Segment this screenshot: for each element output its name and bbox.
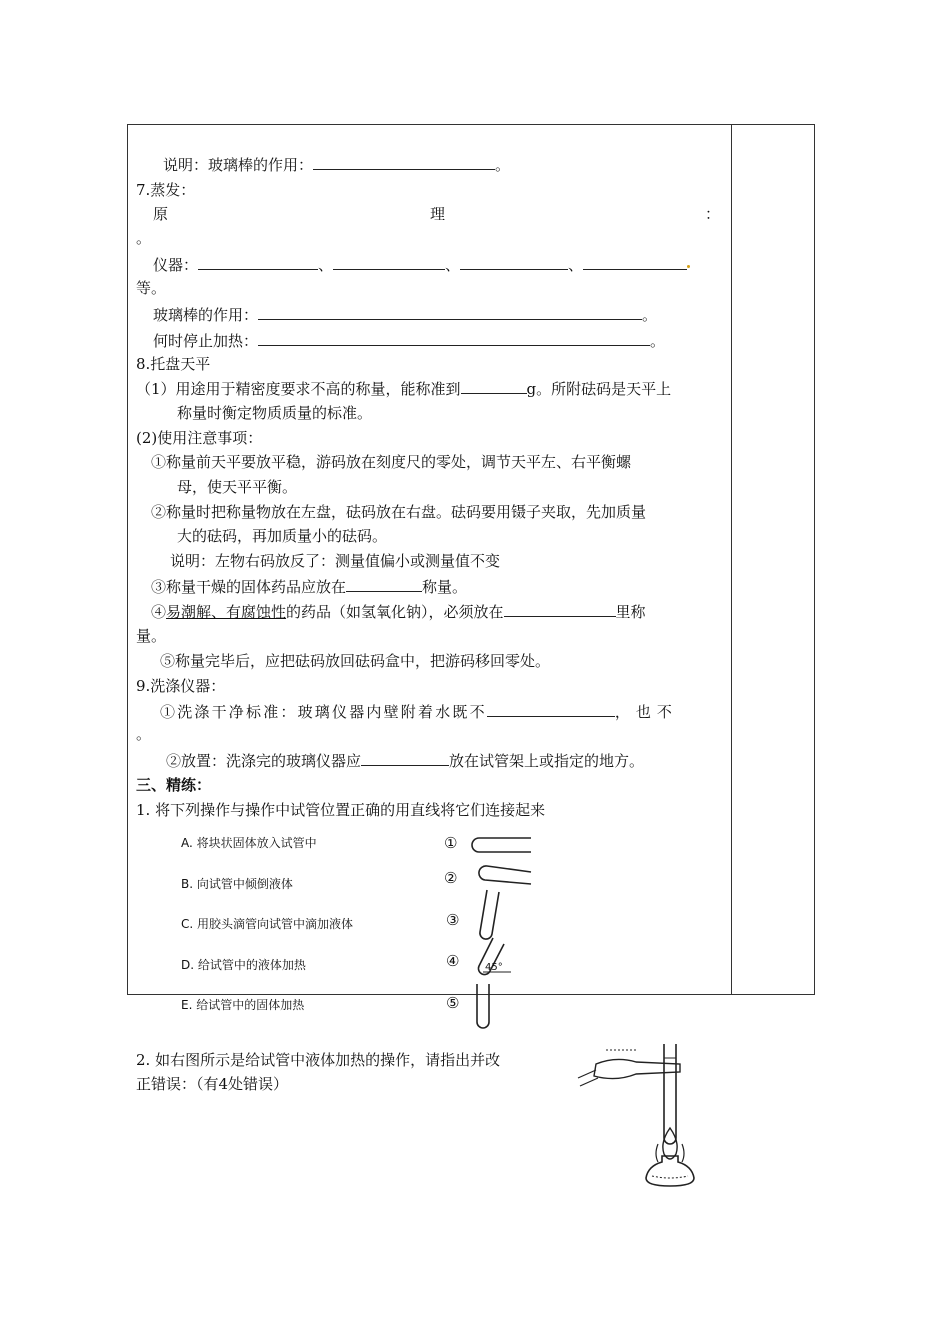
note-glass-rod: 说明：玻璃棒的作用： 。 <box>163 156 511 174</box>
stray-dot <box>687 265 690 268</box>
question-1: 1. 将下列操作与操作中试管位置正确的用直线将它们连接起来 <box>136 801 546 819</box>
op-e: E. 给试管中的固体加热 <box>181 998 305 1012</box>
blank[interactable] <box>313 154 495 170</box>
blank[interactable] <box>258 330 650 346</box>
note3: ③称量干燥的固体药品应放在 称量。 <box>151 578 468 596</box>
stop-heating: 何时停止加热： 。 <box>153 332 666 350</box>
exercise-title: 三、精练： <box>136 776 212 794</box>
note5: ⑤称量完毕后，应把砝码放回砝码盒中，把游码移回零处。 <box>160 652 551 670</box>
blank[interactable] <box>258 304 642 320</box>
note4-cont: 量。 <box>136 627 167 645</box>
question-2: 2. 如右图所示是给试管中液体加热的操作，请指出并改 <box>136 1051 501 1069</box>
blank[interactable] <box>460 254 568 270</box>
notes-title: (2)使用注意事项： <box>136 429 263 447</box>
blank[interactable] <box>487 701 615 717</box>
principle-colon: ： <box>705 205 721 223</box>
note1-cont: 母，使天平平衡。 <box>177 478 298 496</box>
principle-end: 。 <box>136 229 152 247</box>
note2: ②称量时把称量物放在左盘，砝码放在右盘。砝码要用镊子夹取，先加质量 <box>151 503 647 521</box>
heating-apparatus-illustration <box>576 1038 706 1188</box>
principle-c1: 原 <box>153 205 169 223</box>
table-column-divider <box>731 124 732 995</box>
pos-5: ⑤ <box>446 994 460 1012</box>
pos-2: ② <box>444 869 458 887</box>
angle-label: 45° <box>485 962 503 973</box>
instruments-line: 仪器： 、 、 、 <box>153 254 690 275</box>
op-d: D. 给试管中的液体加热 <box>181 958 306 972</box>
evaporation-title: 7.蒸发： <box>136 181 196 199</box>
tube-tilted-mouth <box>479 866 531 884</box>
blank[interactable] <box>346 576 422 592</box>
balance-use: （1）用途用于精密度要求不高的称量，能称准到 g。所附砝码是天平上 <box>136 380 672 398</box>
wash-title: 9.洗涤仪器： <box>136 677 226 695</box>
op-a: A. 将块状固体放入试管中 <box>181 836 317 850</box>
wash2: ②放置：洗涤完的玻璃仪器应 放在试管架上或指定的地方。 <box>166 752 645 770</box>
alcohol-lamp <box>646 1156 694 1186</box>
op-b: B. 向试管中倾倒液体 <box>181 877 293 891</box>
pos-1: ① <box>444 834 458 852</box>
blank[interactable] <box>583 254 687 270</box>
blank[interactable] <box>198 254 318 270</box>
glass-rod-use: 玻璃棒的作用： 。 <box>153 306 658 324</box>
instruments-end: 等。 <box>136 279 167 297</box>
op-c: C. 用胶头滴管向试管中滴加液体 <box>181 917 354 931</box>
note1: ①称量前天平要放平稳，游码放在刻度尺的零处，调节天平左、右平衡螺 <box>151 453 632 471</box>
blank[interactable] <box>461 378 527 394</box>
blank[interactable] <box>504 601 616 617</box>
tube-horizontal <box>472 838 531 852</box>
blank[interactable] <box>361 750 449 766</box>
question-2-cont: 正错误：（有4处错误） <box>136 1075 289 1093</box>
principle-c2: 理 <box>430 205 446 223</box>
wash1-cont: 。 <box>136 725 152 743</box>
tube-near-vertical <box>480 890 499 939</box>
pos-4: ④ <box>446 952 460 970</box>
balance-title: 8.托盘天平 <box>136 355 211 373</box>
hand <box>594 1059 680 1078</box>
note4: ④易潮解、有腐蚀性的药品（如氢氧化钠），必须放在 里称 <box>151 603 646 621</box>
test-tube-diagrams <box>465 832 545 1032</box>
wash1: ①洗涤干净标准：玻璃仪器内壁附着水既不 ，也不 <box>160 703 678 721</box>
note2-remark: 说明：左物右码放反了：测量值偏小或测量值不变 <box>170 552 501 570</box>
blank[interactable] <box>333 254 445 270</box>
note2-cont: 大的砝码，再加质量小的砝码。 <box>177 527 388 545</box>
balance-use-cont: 称量时衡定物质质量的标准。 <box>177 404 373 422</box>
tube-vertical <box>477 984 489 1028</box>
pos-3: ③ <box>446 911 460 929</box>
